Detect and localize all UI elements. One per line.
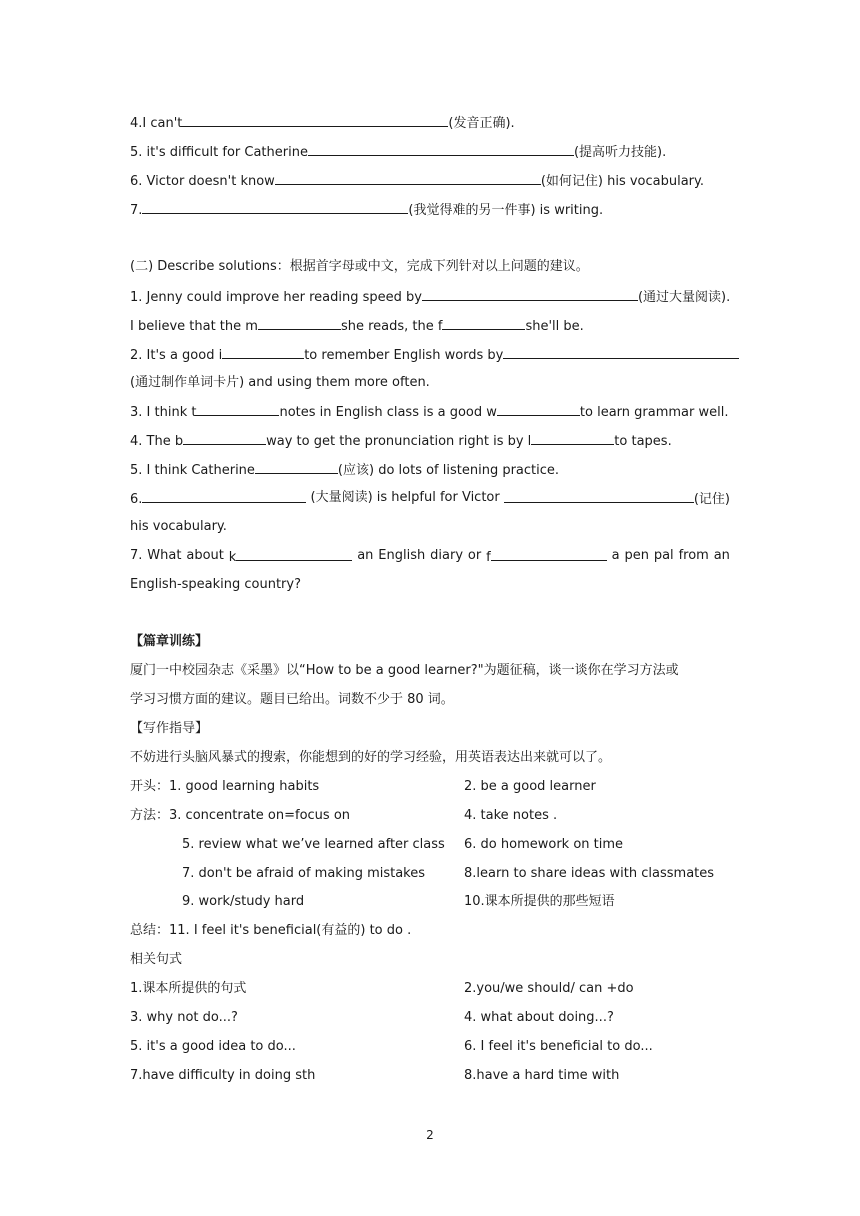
- outline-item-4: 4. take notes .: [464, 808, 558, 823]
- pattern-6: 6. I feel it's beneficial to do...: [464, 1039, 653, 1054]
- pattern-4: 4. what about doing...?: [464, 1010, 614, 1025]
- solution-1: 1. Jenny could improve her reading speed by (通过大量阅读).: [130, 286, 730, 308]
- answer-blank[interactable]: [422, 286, 638, 301]
- practice-prompt-line-1: 厦门一中校园杂志《采墨》以“How to be a good learner?"为题征稿，谈一谈你在学习方法或: [130, 663, 679, 678]
- outline-summary: 总结：11. I feel it's beneficial(有益的) to do .: [130, 923, 412, 938]
- answer-blank[interactable]: [275, 170, 541, 185]
- pattern-3: 3. why not do...?: [130, 1010, 238, 1025]
- answer-blank[interactable]: [491, 546, 607, 561]
- answer-blank[interactable]: [183, 430, 266, 445]
- solution-6-cont: his vocabulary.: [130, 519, 227, 534]
- answer-blank[interactable]: [222, 344, 304, 359]
- outline-opening: 开头：1. good learning habits: [130, 779, 320, 794]
- solution-1-cont: I believe that the m she reads, the f she'll be.: [130, 315, 730, 337]
- guide-heading: 【写作指导】: [130, 721, 209, 736]
- pattern-8: 8.have a hard time with: [464, 1068, 620, 1083]
- page-number: 2: [426, 1128, 434, 1142]
- answer-blank[interactable]: [497, 401, 580, 416]
- answer-blank[interactable]: [255, 459, 338, 474]
- practice-prompt-line-2: 学习习惯方面的建议。题目已给出。词数不少于 80 词。: [130, 692, 454, 707]
- solution-2-cont: (通过制作单词卡片) and using them more often.: [130, 375, 430, 390]
- practice-heading: 【篇章训练】: [130, 634, 209, 649]
- answer-blank[interactable]: [531, 430, 614, 445]
- answer-blank[interactable]: [142, 488, 306, 503]
- pattern-1: 1.课本所提供的句式: [130, 981, 247, 996]
- solution-7: 7. What about k an English diary or f a pen pal from an: [130, 548, 730, 565]
- outline-item-10: 10.课本所提供的那些短语: [464, 894, 615, 909]
- answer-blank[interactable]: [182, 112, 448, 127]
- answer-blank[interactable]: [442, 315, 525, 330]
- outline-method: 方法：3. concentrate on=focus on: [130, 808, 351, 823]
- answer-blank[interactable]: [258, 315, 341, 330]
- answer-blank[interactable]: [142, 199, 408, 214]
- answer-blank[interactable]: [196, 401, 279, 416]
- outline-item-7: 7. don't be afraid of making mistakes: [182, 866, 426, 881]
- outline-item-6: 6. do homework on time: [464, 837, 624, 852]
- solution-6: 6. (大量阅读) is helpful for Victor (记住): [130, 490, 730, 507]
- solution-2: 2. It's a good i to remember English words by: [130, 344, 730, 366]
- answer-blank[interactable]: [308, 141, 574, 156]
- solution-7-cont: English-speaking country?: [130, 577, 301, 592]
- answer-blank[interactable]: [503, 344, 739, 359]
- question-6: 6. Victor doesn't know (如何记住) his vocabulary.: [130, 170, 730, 192]
- question-7: 7. (我觉得难的另一件事) is writing.: [130, 199, 730, 221]
- pattern-7: 7.have difficulty in doing sth: [130, 1068, 316, 1083]
- pattern-5: 5. it's a good idea to do...: [130, 1039, 296, 1054]
- section-heading: (二) Describe solutions：根据首字母或中文，完成下列针对以上问题的建议。: [130, 259, 589, 274]
- answer-blank[interactable]: [236, 546, 352, 561]
- question-5: 5. it's difficult for Catherine (提高听力技能).: [130, 141, 730, 163]
- outline-item-8: 8.learn to share ideas with classmates: [464, 866, 715, 881]
- solution-3: 3. I think t notes in English class is a good w to learn grammar well.: [130, 401, 730, 423]
- outline-item-2: 2. be a good learner: [464, 779, 596, 794]
- patterns-heading: 相关句式: [130, 952, 183, 967]
- outline-item-5: 5. review what we’ve learned after class: [182, 837, 445, 852]
- question-4: 4.I can't (发音正确).: [130, 112, 730, 134]
- guide-text: 不妨进行头脑风暴式的搜索，你能想到的好的学习经验，用英语表达出来就可以了。: [130, 750, 612, 765]
- solution-5: 5. I think Catherine (应该) do lots of listening practice.: [130, 459, 730, 481]
- outline-item-9: 9. work/study hard: [182, 894, 305, 909]
- answer-blank[interactable]: [504, 488, 694, 503]
- pattern-2: 2.you/we should/ can +do: [464, 981, 634, 996]
- solution-4: 4. The b way to get the pronunciation right is by l to tapes.: [130, 430, 730, 452]
